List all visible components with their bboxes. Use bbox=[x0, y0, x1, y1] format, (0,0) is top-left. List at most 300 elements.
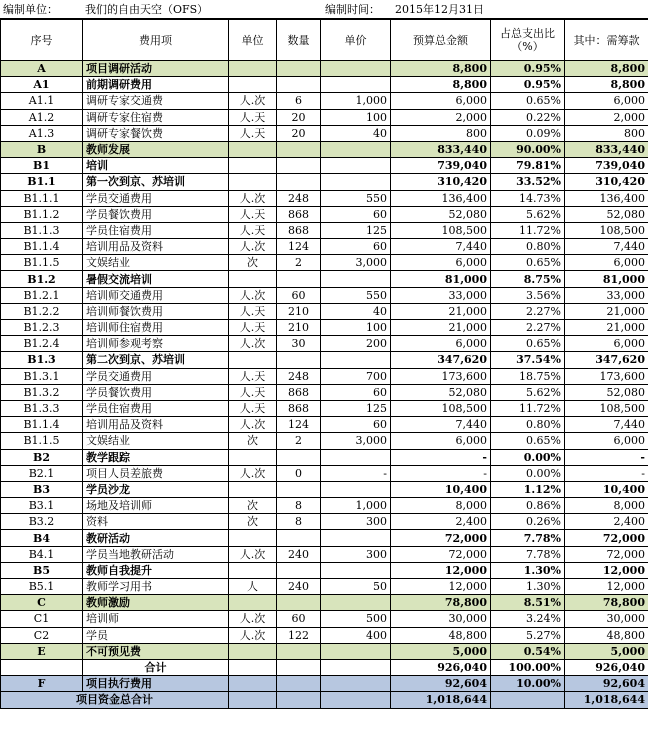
row-ratio: 11.72% bbox=[491, 222, 565, 238]
row-price: 550 bbox=[321, 190, 391, 206]
row-item: 学员 bbox=[83, 627, 229, 643]
table-row bbox=[1, 546, 648, 562]
row-amount: 6,000 bbox=[391, 336, 491, 352]
row-price: 500 bbox=[321, 611, 391, 627]
row-unit: 次 bbox=[229, 514, 277, 530]
row-fund: 2,000 bbox=[565, 109, 648, 125]
row-item: 调研专家住宿费 bbox=[83, 109, 229, 125]
row-amount: 108,500 bbox=[391, 222, 491, 238]
row-price bbox=[321, 77, 391, 93]
row-code: E bbox=[1, 643, 83, 659]
row-item: 调研专家交通费 bbox=[83, 93, 229, 109]
row-fund: 6,000 bbox=[565, 93, 648, 109]
row-amount: 310,420 bbox=[391, 174, 491, 190]
table-row bbox=[1, 627, 648, 643]
row-unit: 次 bbox=[229, 433, 277, 449]
row-code: B1.2.2 bbox=[1, 303, 83, 319]
row-ratio: 3.56% bbox=[491, 287, 565, 303]
row-item: 学员当地教研活动 bbox=[83, 546, 229, 562]
table-row bbox=[1, 109, 648, 125]
row-code: B1.3 bbox=[1, 352, 83, 368]
row-qty bbox=[277, 158, 321, 174]
row-item: 文娱结业 bbox=[83, 255, 229, 271]
table-body bbox=[1, 61, 648, 660]
exec-label: 项目执行费用 bbox=[83, 676, 229, 692]
row-unit: 人.次 bbox=[229, 336, 277, 352]
row-price bbox=[321, 449, 391, 465]
row-code: B4.1 bbox=[1, 546, 83, 562]
row-code: B1.3.2 bbox=[1, 384, 83, 400]
row-item: 教师自我提升 bbox=[83, 562, 229, 578]
col-header-amount: 预算总金额 bbox=[391, 20, 491, 61]
row-qty bbox=[277, 174, 321, 190]
table-row bbox=[1, 239, 648, 255]
time-label: 编制时间： bbox=[325, 3, 380, 16]
sheet-header bbox=[0, 0, 648, 19]
col-header-fund: 其中：需筹款 bbox=[565, 20, 648, 61]
row-item: 教学跟踪 bbox=[83, 449, 229, 465]
table-row bbox=[1, 336, 648, 352]
row-ratio: 2.27% bbox=[491, 303, 565, 319]
row-price: 125 bbox=[321, 400, 391, 416]
unit-value: 我们的自由天空（OFS） bbox=[85, 3, 209, 16]
row-price bbox=[321, 481, 391, 497]
row-price: 125 bbox=[321, 222, 391, 238]
row-qty bbox=[277, 271, 321, 287]
row-code: B1.1.3 bbox=[1, 222, 83, 238]
row-code: A1 bbox=[1, 77, 83, 93]
row-unit bbox=[229, 481, 277, 497]
row-fund: 108,500 bbox=[565, 222, 648, 238]
row-price: 60 bbox=[321, 384, 391, 400]
row-amount: 2,400 bbox=[391, 514, 491, 530]
row-ratio: 79.81% bbox=[491, 158, 565, 174]
row-qty: 124 bbox=[277, 417, 321, 433]
table-row bbox=[1, 530, 648, 546]
row-qty: 2 bbox=[277, 255, 321, 271]
row-price: 3,000 bbox=[321, 255, 391, 271]
row-qty: 0 bbox=[277, 465, 321, 481]
row-unit: 人.次 bbox=[229, 93, 277, 109]
row-price: - bbox=[321, 465, 391, 481]
row-fund: 72,000 bbox=[565, 546, 648, 562]
table-row bbox=[1, 433, 648, 449]
row-item: 学员交通费用 bbox=[83, 368, 229, 384]
table-row bbox=[1, 158, 648, 174]
row-code: B5 bbox=[1, 562, 83, 578]
column-header-row bbox=[1, 20, 648, 61]
table-row bbox=[1, 190, 648, 206]
row-ratio: 5.62% bbox=[491, 206, 565, 222]
row-ratio: 5.27% bbox=[491, 627, 565, 643]
row-price: 300 bbox=[321, 514, 391, 530]
exec-amount: 92,604 bbox=[391, 676, 491, 692]
row-amount: 2,000 bbox=[391, 109, 491, 125]
row-item: 教研活动 bbox=[83, 530, 229, 546]
table-row bbox=[1, 271, 648, 287]
row-unit: 次 bbox=[229, 498, 277, 514]
row-item: 培训 bbox=[83, 158, 229, 174]
row-qty: 60 bbox=[277, 611, 321, 627]
row-code: B3 bbox=[1, 481, 83, 497]
row-fund: 52,080 bbox=[565, 206, 648, 222]
row-unit: 人.天 bbox=[229, 125, 277, 141]
row-qty: 122 bbox=[277, 627, 321, 643]
row-code: A1.1 bbox=[1, 93, 83, 109]
row-item: 培训师 bbox=[83, 611, 229, 627]
row-unit bbox=[229, 530, 277, 546]
table-row bbox=[1, 141, 648, 157]
unit-label: 编制单位： bbox=[3, 3, 58, 16]
row-unit: 人.次 bbox=[229, 287, 277, 303]
table-row bbox=[1, 384, 648, 400]
row-unit: 次 bbox=[229, 255, 277, 271]
row-ratio: 0.22% bbox=[491, 109, 565, 125]
row-qty: 240 bbox=[277, 579, 321, 595]
row-code: B1.3.1 bbox=[1, 368, 83, 384]
table-row bbox=[1, 287, 648, 303]
row-fund: 8,800 bbox=[565, 77, 648, 93]
row-ratio: 90.00% bbox=[491, 141, 565, 157]
row-fund: 136,400 bbox=[565, 190, 648, 206]
row-ratio: 0.26% bbox=[491, 514, 565, 530]
row-amount: - bbox=[391, 465, 491, 481]
row-code: B1.1.5 bbox=[1, 433, 83, 449]
row-amount: 136,400 bbox=[391, 190, 491, 206]
row-fund: 173,600 bbox=[565, 368, 648, 384]
table-row bbox=[1, 514, 648, 530]
row-code: B1.1.5 bbox=[1, 255, 83, 271]
row-fund: 108,500 bbox=[565, 400, 648, 416]
row-price: 50 bbox=[321, 579, 391, 595]
row-price: 1,000 bbox=[321, 498, 391, 514]
row-qty: 2 bbox=[277, 433, 321, 449]
row-qty: 210 bbox=[277, 320, 321, 336]
row-fund: 10,400 bbox=[565, 481, 648, 497]
row-price bbox=[321, 643, 391, 659]
table-row bbox=[1, 77, 648, 93]
table-row bbox=[1, 449, 648, 465]
row-code: B1.1.1 bbox=[1, 190, 83, 206]
table-row bbox=[1, 320, 648, 336]
row-ratio: 14.73% bbox=[491, 190, 565, 206]
row-item: 不可预见费 bbox=[83, 643, 229, 659]
row-fund: 81,000 bbox=[565, 271, 648, 287]
row-price bbox=[321, 562, 391, 578]
row-ratio: 1.30% bbox=[491, 579, 565, 595]
row-ratio: 0.65% bbox=[491, 336, 565, 352]
row-qty bbox=[277, 141, 321, 157]
row-unit: 人.次 bbox=[229, 546, 277, 562]
row-ratio: 0.65% bbox=[491, 255, 565, 271]
row-qty bbox=[277, 481, 321, 497]
row-amount: 72,000 bbox=[391, 546, 491, 562]
row-unit: 人.天 bbox=[229, 368, 277, 384]
row-price bbox=[321, 352, 391, 368]
row-ratio: 2.27% bbox=[491, 320, 565, 336]
row-unit: 人.次 bbox=[229, 627, 277, 643]
row-code: A1.2 bbox=[1, 109, 83, 125]
row-fund: 12,000 bbox=[565, 579, 648, 595]
row-price: 300 bbox=[321, 546, 391, 562]
row-ratio: 5.62% bbox=[491, 384, 565, 400]
row-item: 学员餐饮费用 bbox=[83, 206, 229, 222]
row-amount: 833,440 bbox=[391, 141, 491, 157]
row-code: C1 bbox=[1, 611, 83, 627]
row-unit: 人.天 bbox=[229, 320, 277, 336]
row-item: 培训师住宿费用 bbox=[83, 320, 229, 336]
row-amount: 33,000 bbox=[391, 287, 491, 303]
row-amount: 52,080 bbox=[391, 384, 491, 400]
row-amount: 78,800 bbox=[391, 595, 491, 611]
row-fund: 310,420 bbox=[565, 174, 648, 190]
row-price: 60 bbox=[321, 417, 391, 433]
row-unit bbox=[229, 141, 277, 157]
row-ratio: 3.24% bbox=[491, 611, 565, 627]
row-unit bbox=[229, 158, 277, 174]
row-amount: 8,800 bbox=[391, 61, 491, 77]
table-row bbox=[1, 93, 648, 109]
row-item: 学员餐饮费用 bbox=[83, 384, 229, 400]
table-row bbox=[1, 400, 648, 416]
row-ratio: 8.75% bbox=[491, 271, 565, 287]
col-header-price: 单价 bbox=[321, 20, 391, 61]
row-fund: 347,620 bbox=[565, 352, 648, 368]
table-row bbox=[1, 562, 648, 578]
table-row bbox=[1, 255, 648, 271]
row-ratio: 18.75% bbox=[491, 368, 565, 384]
row-item: 培训师交通费用 bbox=[83, 287, 229, 303]
row-amount: 10,400 bbox=[391, 481, 491, 497]
table-row bbox=[1, 481, 648, 497]
exec-fund: 92,604 bbox=[565, 676, 648, 692]
row-qty: 30 bbox=[277, 336, 321, 352]
row-fund: 8,800 bbox=[565, 61, 648, 77]
row-price: 200 bbox=[321, 336, 391, 352]
row-qty: 248 bbox=[277, 190, 321, 206]
row-amount: 30,000 bbox=[391, 611, 491, 627]
row-ratio: 0.54% bbox=[491, 643, 565, 659]
row-item: 资料 bbox=[83, 514, 229, 530]
row-qty: 868 bbox=[277, 400, 321, 416]
row-unit bbox=[229, 562, 277, 578]
table-row bbox=[1, 352, 648, 368]
row-code: B1 bbox=[1, 158, 83, 174]
row-amount: 347,620 bbox=[391, 352, 491, 368]
row-amount: 8,800 bbox=[391, 77, 491, 93]
row-unit bbox=[229, 352, 277, 368]
row-code: B1.2.4 bbox=[1, 336, 83, 352]
row-unit bbox=[229, 174, 277, 190]
table-row bbox=[1, 174, 648, 190]
table-row bbox=[1, 465, 648, 481]
row-price: 40 bbox=[321, 125, 391, 141]
table-row bbox=[1, 643, 648, 659]
grand-total-amount: 1,018,644 bbox=[391, 692, 491, 708]
row-item: 第二次到京、苏培训 bbox=[83, 352, 229, 368]
row-qty: 20 bbox=[277, 125, 321, 141]
subtotal-label: 合计 bbox=[83, 659, 229, 675]
row-price: 400 bbox=[321, 627, 391, 643]
row-qty bbox=[277, 449, 321, 465]
row-qty: 240 bbox=[277, 546, 321, 562]
exec-code: F bbox=[1, 676, 83, 692]
row-price bbox=[321, 595, 391, 611]
row-item: 暑假交流培训 bbox=[83, 271, 229, 287]
row-code: C2 bbox=[1, 627, 83, 643]
row-fund: 5,000 bbox=[565, 643, 648, 659]
row-fund: 6,000 bbox=[565, 433, 648, 449]
row-amount: 21,000 bbox=[391, 303, 491, 319]
row-fund: 72,000 bbox=[565, 530, 648, 546]
row-fund: 21,000 bbox=[565, 303, 648, 319]
row-price bbox=[321, 271, 391, 287]
row-item: 前期调研费用 bbox=[83, 77, 229, 93]
row-price: 100 bbox=[321, 109, 391, 125]
row-unit bbox=[229, 61, 277, 77]
row-amount: 8,000 bbox=[391, 498, 491, 514]
row-unit: 人.次 bbox=[229, 465, 277, 481]
row-unit: 人.次 bbox=[229, 190, 277, 206]
row-unit bbox=[229, 271, 277, 287]
row-qty: 8 bbox=[277, 498, 321, 514]
row-ratio: 0.09% bbox=[491, 125, 565, 141]
row-fund: 30,000 bbox=[565, 611, 648, 627]
table-row bbox=[1, 303, 648, 319]
row-code: B1.1.4 bbox=[1, 417, 83, 433]
row-item: 培训师参观考察 bbox=[83, 336, 229, 352]
col-header-ratio: 占总支出比（%） bbox=[491, 20, 565, 61]
row-qty: 8 bbox=[277, 514, 321, 530]
row-code: B1.1.4 bbox=[1, 239, 83, 255]
row-amount: 6,000 bbox=[391, 255, 491, 271]
row-price: 40 bbox=[321, 303, 391, 319]
row-item: 项目调研活动 bbox=[83, 61, 229, 77]
row-amount: 12,000 bbox=[391, 579, 491, 595]
row-code: A1.3 bbox=[1, 125, 83, 141]
row-item: 教师学习用书 bbox=[83, 579, 229, 595]
row-fund: 33,000 bbox=[565, 287, 648, 303]
row-amount: 81,000 bbox=[391, 271, 491, 287]
row-item: 场地及培训师 bbox=[83, 498, 229, 514]
row-ratio: 37.54% bbox=[491, 352, 565, 368]
row-qty: 20 bbox=[277, 109, 321, 125]
row-code: B2 bbox=[1, 449, 83, 465]
row-unit: 人.天 bbox=[229, 384, 277, 400]
row-qty bbox=[277, 77, 321, 93]
row-item: 学员沙龙 bbox=[83, 481, 229, 497]
row-item: 学员住宿费用 bbox=[83, 222, 229, 238]
row-fund: 2,400 bbox=[565, 514, 648, 530]
row-fund: 6,000 bbox=[565, 255, 648, 271]
row-amount: 739,040 bbox=[391, 158, 491, 174]
row-item: 学员交通费用 bbox=[83, 190, 229, 206]
row-ratio: 0.80% bbox=[491, 417, 565, 433]
row-fund: 21,000 bbox=[565, 320, 648, 336]
row-unit: 人.次 bbox=[229, 239, 277, 255]
row-amount: 5,000 bbox=[391, 643, 491, 659]
row-price: 1,000 bbox=[321, 93, 391, 109]
row-code: B1.3.3 bbox=[1, 400, 83, 416]
row-qty bbox=[277, 643, 321, 659]
row-ratio: 0.65% bbox=[491, 93, 565, 109]
row-fund: 12,000 bbox=[565, 562, 648, 578]
row-ratio: 0.95% bbox=[491, 77, 565, 93]
row-item: 第一次到京、苏培训 bbox=[83, 174, 229, 190]
row-unit: 人.天 bbox=[229, 109, 277, 125]
row-price bbox=[321, 158, 391, 174]
row-price: 550 bbox=[321, 287, 391, 303]
grand-total-row bbox=[1, 692, 648, 708]
row-ratio: 7.78% bbox=[491, 546, 565, 562]
row-code: A bbox=[1, 61, 83, 77]
row-ratio: 1.12% bbox=[491, 481, 565, 497]
row-fund: 800 bbox=[565, 125, 648, 141]
row-qty: 124 bbox=[277, 239, 321, 255]
row-ratio: 11.72% bbox=[491, 400, 565, 416]
table-row bbox=[1, 206, 648, 222]
exec-ratio: 10.00% bbox=[491, 676, 565, 692]
row-price bbox=[321, 61, 391, 77]
row-fund: - bbox=[565, 449, 648, 465]
row-fund: - bbox=[565, 465, 648, 481]
row-amount: 800 bbox=[391, 125, 491, 141]
table-row bbox=[1, 417, 648, 433]
table-row bbox=[1, 579, 648, 595]
row-ratio: 1.30% bbox=[491, 562, 565, 578]
row-code: B1.2.1 bbox=[1, 287, 83, 303]
row-item: 培训用品及资料 bbox=[83, 417, 229, 433]
row-qty: 868 bbox=[277, 206, 321, 222]
row-price: 60 bbox=[321, 239, 391, 255]
row-item: 培训用品及资料 bbox=[83, 239, 229, 255]
row-ratio: 0.00% bbox=[491, 449, 565, 465]
grand-total-fund: 1,018,644 bbox=[565, 692, 648, 708]
row-code: B4 bbox=[1, 530, 83, 546]
row-item: 项目人员差旅费 bbox=[83, 465, 229, 481]
row-item: 学员住宿费用 bbox=[83, 400, 229, 416]
row-item: 培训师餐饮费用 bbox=[83, 303, 229, 319]
row-fund: 52,080 bbox=[565, 384, 648, 400]
row-item: 调研专家餐饮费 bbox=[83, 125, 229, 141]
row-code: B3.2 bbox=[1, 514, 83, 530]
row-amount: 72,000 bbox=[391, 530, 491, 546]
row-fund: 739,040 bbox=[565, 158, 648, 174]
subtotal-amount: 926,040 bbox=[391, 659, 491, 675]
row-unit: 人.次 bbox=[229, 611, 277, 627]
row-qty bbox=[277, 530, 321, 546]
row-amount: 108,500 bbox=[391, 400, 491, 416]
row-unit: 人.天 bbox=[229, 222, 277, 238]
row-fund: 833,440 bbox=[565, 141, 648, 157]
row-code: B5.1 bbox=[1, 579, 83, 595]
row-qty bbox=[277, 595, 321, 611]
row-price: 3,000 bbox=[321, 433, 391, 449]
row-amount: 12,000 bbox=[391, 562, 491, 578]
row-fund: 7,440 bbox=[565, 239, 648, 255]
row-amount: 52,080 bbox=[391, 206, 491, 222]
row-qty bbox=[277, 562, 321, 578]
exec-row bbox=[1, 676, 648, 692]
col-header-unit: 单位 bbox=[229, 20, 277, 61]
row-ratio: 33.52% bbox=[491, 174, 565, 190]
row-code: B bbox=[1, 141, 83, 157]
row-fund: 6,000 bbox=[565, 336, 648, 352]
row-item: 文娱结业 bbox=[83, 433, 229, 449]
row-price bbox=[321, 530, 391, 546]
row-ratio: 0.86% bbox=[491, 498, 565, 514]
row-price: 60 bbox=[321, 206, 391, 222]
